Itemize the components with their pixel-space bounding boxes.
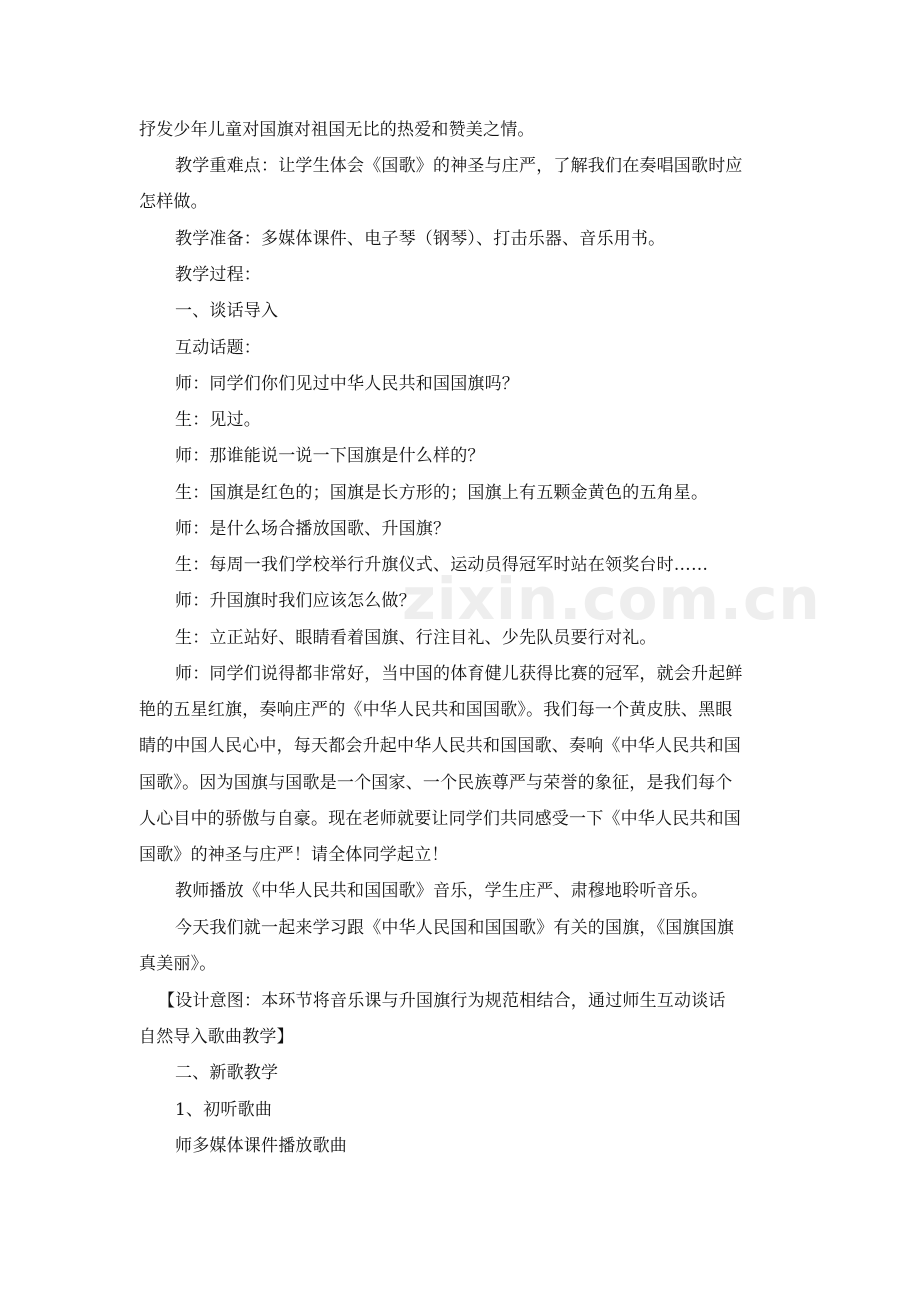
watermark: zixin.com.cn <box>402 565 821 633</box>
text-line-16: 师：同学们说得都非常好，当中国的体育健儿获得比赛的冠军，就会升起鲜 <box>175 664 743 684</box>
text-line-3: 怎样做。 <box>139 192 208 212</box>
text-line-13: 生：每周一我们学校举行升旗仪式、运动员得冠军时站在领奖台时…… <box>175 555 709 575</box>
text-line-8: 师：同学们你们见过中华人民共和国国旗吗？ <box>175 374 519 394</box>
text-line-28: 1、初听歌曲 <box>175 1100 273 1120</box>
text-line-4: 教学准备：多媒体课件、电子琴（钢琴）、打击乐器、音乐用书。 <box>175 229 666 249</box>
text-line-22: 教师播放《中华人民共和国国歌》音乐，学生庄严、肃穆地聆听音乐。 <box>175 881 709 901</box>
text-line-29: 师多媒体课件播放歌曲 <box>175 1136 347 1156</box>
text-line-20: 人心目中的骄傲与自豪。现在老师就要让同学们共同感受一下《中华人民共和国 <box>139 809 741 829</box>
text-line-26: 自然导入歌曲教学】 <box>139 1027 294 1047</box>
text-line-15: 生：立正站好、眼睛看着国旗、行注目礼、少先队员要行对礼。 <box>175 628 657 648</box>
text-line-21: 国歌》的神圣与庄严！请全体同学起立！ <box>139 845 449 865</box>
text-line-25: 【设计意图：本环节将音乐课与升国旗行为规范相结合，通过师生互动谈话 <box>158 991 726 1011</box>
text-line-19: 国歌》。因为国旗与国歌是一个国家、一个民族尊严与荣誉的象征，是我们每个 <box>139 773 733 793</box>
text-line-14: 师：升国旗时我们应该怎么做？ <box>175 591 416 611</box>
text-line-1: 抒发少年儿童对国旗对祖国无比的热爱和赞美之情。 <box>139 120 535 140</box>
text-line-5: 教学过程： <box>175 265 261 285</box>
text-line-18: 睛的中国人民心中，每天都会升起中华人民共和国国歌、奏响《中华人民共和国 <box>139 736 741 756</box>
text-line-2: 教学重难点：让学生体会《国歌》的神圣与庄严，了解我们在奏唱国歌时应 <box>175 156 743 176</box>
text-line-17: 艳的五星红旗，奏响庄严的《中华人民共和国国歌》。我们每一个黄皮肤、黑眼 <box>139 700 733 720</box>
text-line-6: 一、谈话导入 <box>175 301 279 321</box>
text-line-9: 生：见过。 <box>175 410 261 430</box>
text-line-27: 二、新歌教学 <box>175 1063 279 1083</box>
text-line-11: 生：国旗是红色的；国旗是长方形的；国旗上有五颗金黄色的五角星。 <box>175 483 709 503</box>
text-line-10: 师：那谁能说一说一下国旗是什么样的？ <box>175 446 485 466</box>
text-line-7: 互动话题： <box>175 338 261 358</box>
text-line-12: 师：是什么场合播放国歌、升国旗？ <box>175 519 451 539</box>
text-line-24: 真美丽》。 <box>139 954 217 974</box>
text-line-23: 今天我们就一起来学习跟《中华人民国和国国歌》有关的国旗，《国旗国旗 <box>175 918 735 938</box>
